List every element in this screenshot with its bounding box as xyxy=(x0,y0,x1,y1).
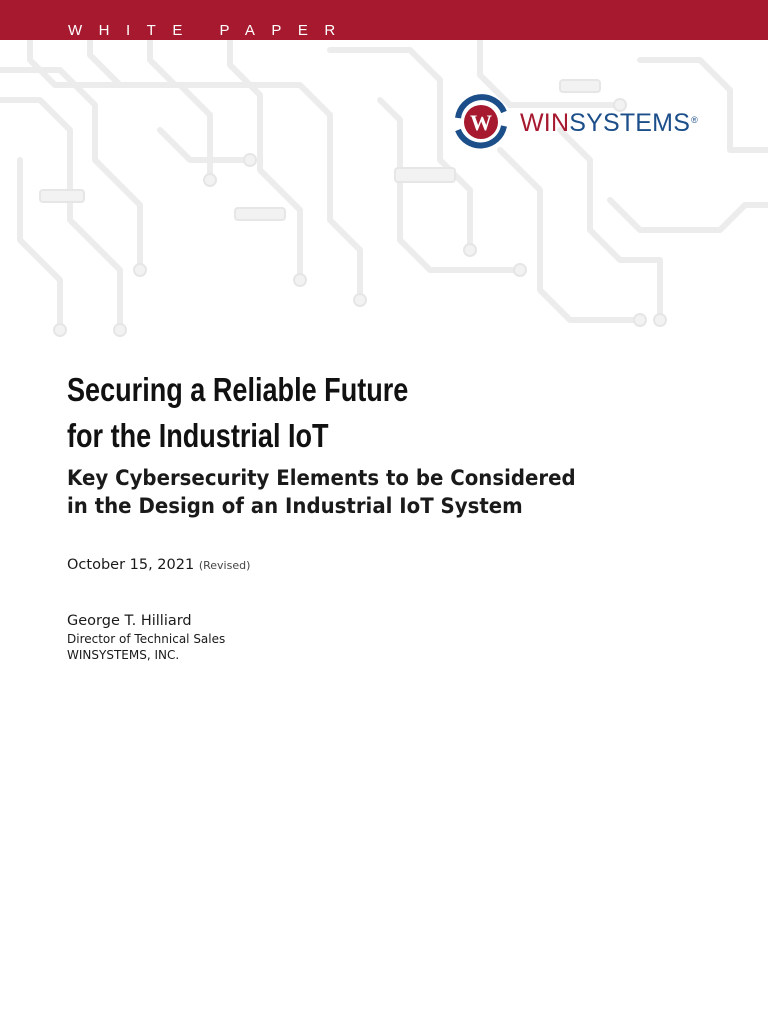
title-line-2: for the Industrial IoT xyxy=(67,417,329,454)
subtitle-line-1: Key Cybersecurity Elements to be Considered xyxy=(67,466,576,490)
logo-text-win: WIN xyxy=(520,109,570,137)
logo-text-systems: SYSTEMS xyxy=(569,109,691,137)
document-subtitle xyxy=(67,464,576,520)
publication-date: October 15, 2021 xyxy=(67,557,195,573)
author-company: WINSYSTEMS, INC. xyxy=(67,648,180,662)
title-line-1: Securing a Reliable Future xyxy=(67,371,409,408)
white-paper-label: WHITE PAPER xyxy=(68,22,352,39)
svg-text:W: W xyxy=(470,110,492,135)
winsystems-logo xyxy=(450,92,698,150)
circuit-board-background xyxy=(0,40,768,350)
winsystems-wordmark xyxy=(520,109,698,137)
document-title xyxy=(67,367,408,459)
registered-mark: ® xyxy=(691,115,698,125)
subtitle-line-2: in the Design of an Industrial IoT System xyxy=(67,494,523,518)
author-block xyxy=(67,611,225,663)
revised-note: (Revised) xyxy=(198,559,251,572)
winsystems-logo-icon xyxy=(450,92,512,150)
author-title: Director of Technical Sales xyxy=(67,632,226,646)
author-name: George T. Hilliard xyxy=(67,613,192,629)
publication-date-line xyxy=(67,555,250,576)
